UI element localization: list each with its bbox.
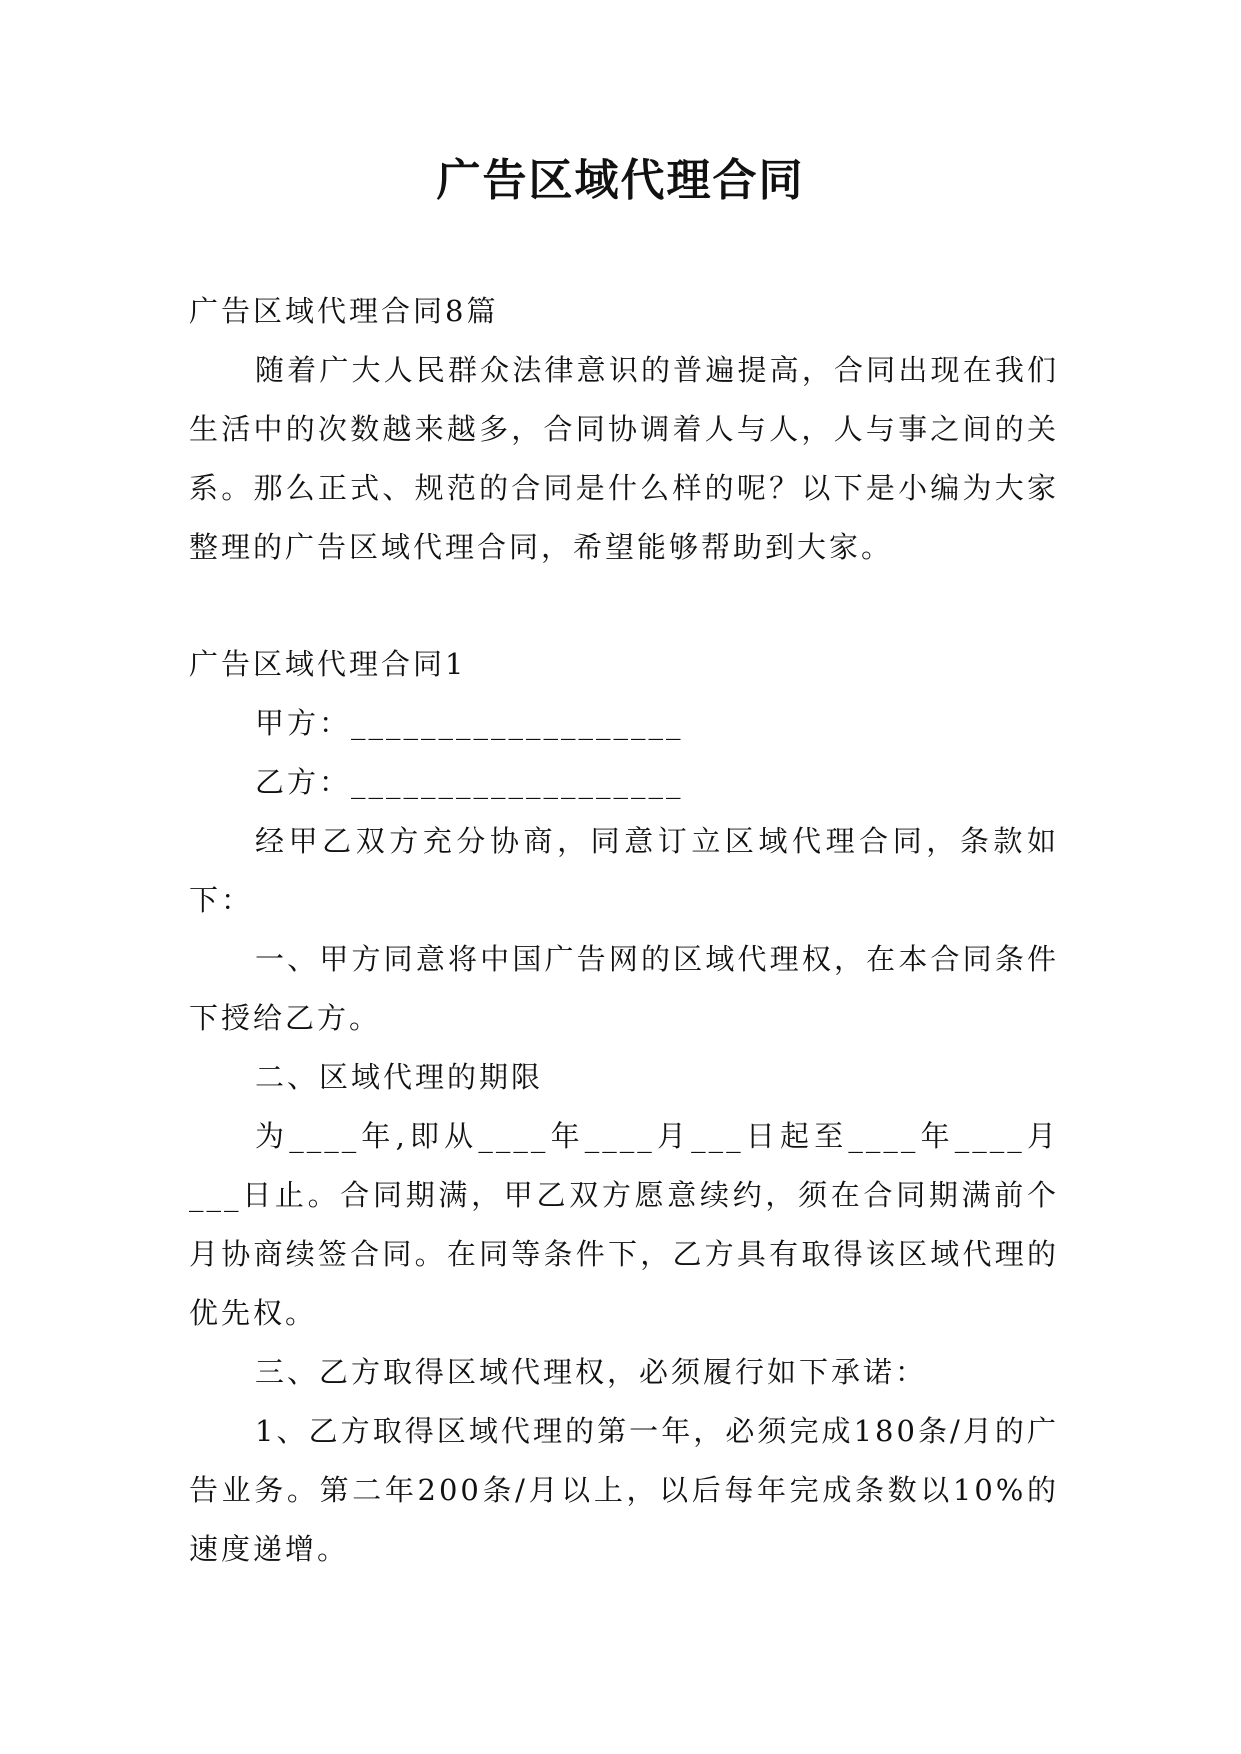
clause-2-paragraph: 为____年,即从____年____月___日起至____年____月___日止。合同期满，甲乙双方愿意续约，须在合同期满前个月协商续签合同。在同等条件下，乙方具有取得该区域代理的优先权。 <box>189 1119 1059 1330</box>
clause-3-item-1: 1、乙方取得区域代理的第一年，必须完成180条/月的广告业务。第二年200条/月以上，以后每年完成条数以10%的速度递增。 <box>189 1414 1059 1566</box>
document-title: 广告区域代理合同 <box>436 155 805 206</box>
section-heading: 广告区域代理合同1 <box>189 647 467 681</box>
intro-paragraph: 随着广大人民群众法律意识的普遍提高，合同出现在我们生活中的次数越来越多，合同协调着人与人，人与事之间的关系。那么正式、规范的合同是什么样的呢？以下是小编为大家整理的广告区域代理合同，希望能够帮助到大家。 <box>189 353 1059 564</box>
party-b-line: 乙方：___________________ <box>255 765 684 799</box>
clause-2-heading: 二、区域代理的期限 <box>255 1060 544 1094</box>
party-a-line: 甲方：___________________ <box>255 706 684 740</box>
document-body <box>189 282 1059 1579</box>
agreement-paragraph: 经甲乙双方充分协商，同意订立区域代理合同，条款如下： <box>189 824 1059 917</box>
clause-3-heading: 三、乙方取得区域代理权，必须履行如下承诺： <box>255 1355 928 1389</box>
clause-1-paragraph: 一、甲方同意将中国广告网的区域代理权，在本合同条件下授给乙方。 <box>189 942 1059 1035</box>
document-subtitle: 广告区域代理合同8篇 <box>189 294 499 328</box>
